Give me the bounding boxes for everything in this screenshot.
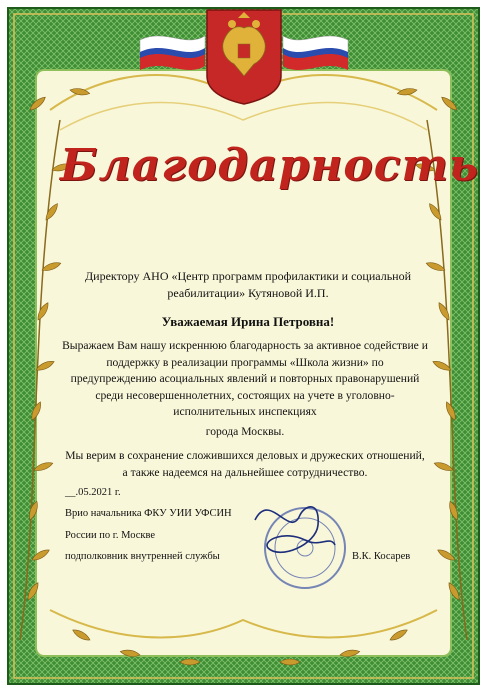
signer-rank: подполковник внутренней службы [65, 551, 220, 562]
cooperation-paragraph: Мы верим в сохранение сложившихся деловых и дружеских отношений, а также надеемся на дальнейшее сотрудничество. [65, 449, 425, 479]
issue-date: __.05.2021 г. [65, 487, 121, 498]
gratitude-paragraph: Выражаем Вам нашу искреннюю благодарность за активное содействие и поддержку в реализации программы «Школа жизни» по предупреждению асоциальных явлений и повторных правонарушений среди несовершеннолетних, состоящих на учете в уголовно-исполнительных инспекциях [62, 339, 428, 418]
gratitude-paragraph-end: города Москвы. [205, 425, 285, 438]
signer-name: В.К. Косарев [352, 551, 411, 562]
signer-position-line1: Врио начальника ФКУ УИИ УФСИН [65, 508, 232, 519]
greeting-text: Уважаемая Ирина Петровна! [161, 314, 335, 329]
addressee-text: Директору АНО «Центр программ профилактики и социальной реабилитации» Кутяновой И.П. [84, 269, 412, 300]
russian-coat-of-arms-icon [207, 10, 281, 104]
signer-position-line2: России по г. Москве [65, 530, 156, 541]
certificate-title: Благодарность [60, 140, 480, 191]
